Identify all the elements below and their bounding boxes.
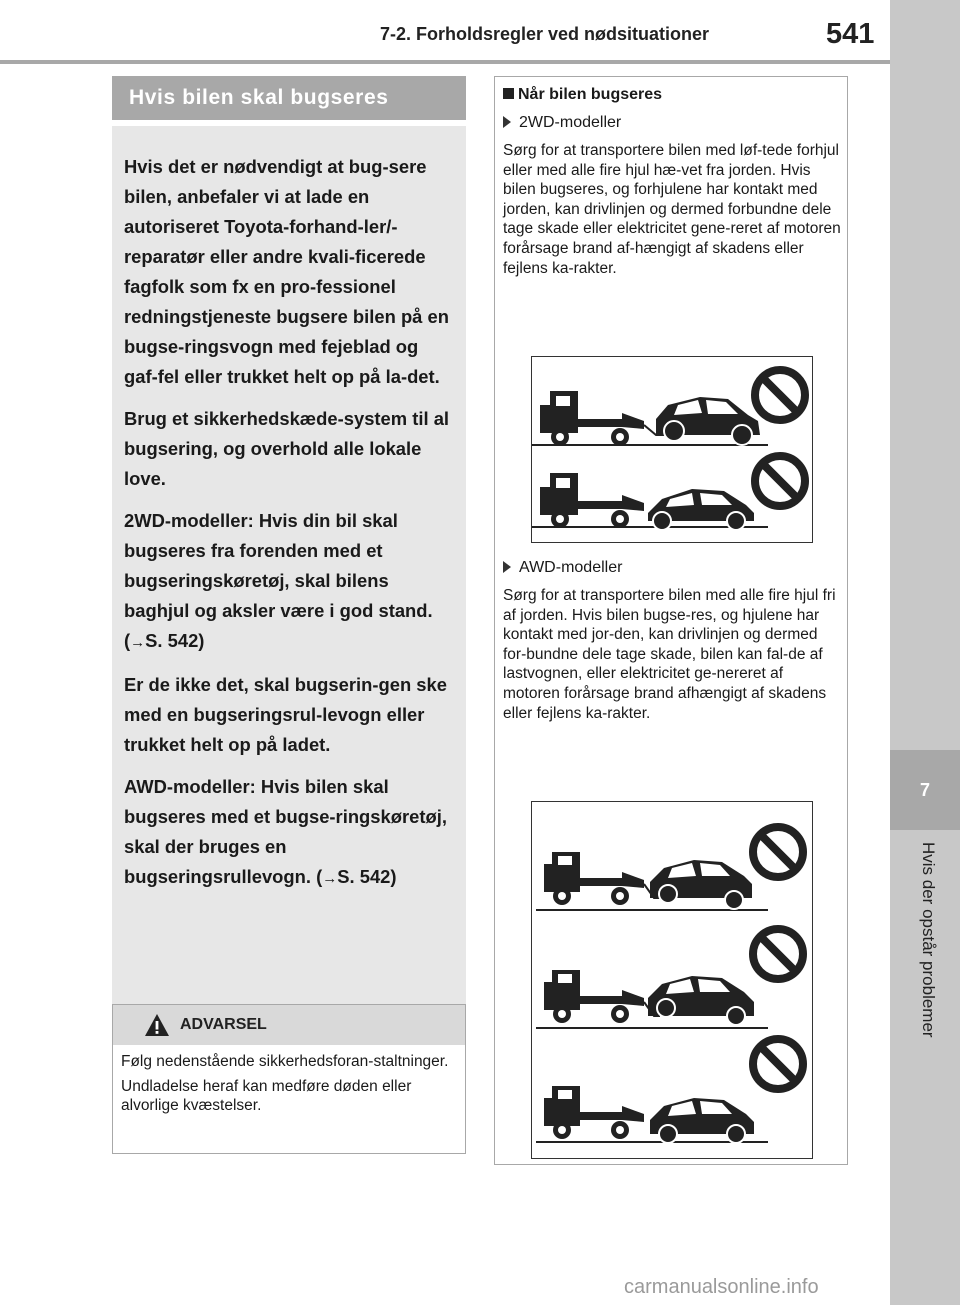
chapter-sidebar — [890, 0, 960, 1305]
warning-box — [112, 1004, 466, 1154]
warning-triangle-icon — [144, 1013, 170, 1037]
model-2wd-heading: 2WD-modeller — [503, 114, 841, 132]
page-reference-link[interactable]: S. 542) — [337, 866, 397, 887]
page-reference-link[interactable]: S. 542) — [145, 630, 205, 651]
section-heading: Hvis bilen skal bugseres — [112, 76, 466, 120]
arrow-icon: → — [322, 870, 338, 887]
chapter-title: Hvis der opstår problemer — [919, 842, 938, 1038]
triangle-bullet-icon — [503, 116, 511, 128]
left-column — [112, 76, 466, 1036]
right-column — [494, 76, 848, 1165]
towing-illustration — [532, 357, 812, 542]
2wd-description: Sørg for at transportere bilen med løf-tede forhjul eller med alle fire hjul hæ-vet fra jorden. Hvis bilen bugseres, og forhjulene har kontakt med jorden, kan drivlinjen og dermed forbundne dele tage skade eller elektricitet gene-reret af motoren forårsage brand af-hængigt af skadens eller fejlens ka-rakter. — [503, 142, 841, 277]
warning-header — [113, 1005, 465, 1045]
illustration-awd — [531, 801, 813, 1159]
arrow-icon: → — [130, 634, 146, 651]
triangle-bullet-icon — [503, 561, 511, 573]
model-awd-heading: AWD-modeller — [503, 559, 841, 577]
chapter-number-tab[interactable]: 7 — [890, 750, 960, 830]
illustration-2wd — [531, 356, 813, 543]
square-bullet-icon — [503, 88, 514, 99]
info-box — [112, 126, 466, 1036]
warning-text: Undladelse heraf kan medføre døden eller alvorlige kvæstelser. — [121, 1078, 412, 1114]
page-number: 541 — [826, 18, 875, 50]
tow-truck-icon — [540, 391, 644, 446]
awd-description: Sørg for at transportere bilen med alle fire hjul fri af jorden. Hvis bilen bugse-res, og hjulene har kontakt med jor-den, kan drivlinjen og dermed for-bundne dele tage skade, bilen kan fal-de af lastvognen, eller elektricitet ge-nereret af motoren forårsage brand afhængigt af skadens eller fejlens ka-rakter. — [503, 587, 836, 722]
car-icon — [656, 397, 760, 445]
warning-title: ADVARSEL — [180, 1016, 267, 1033]
prohibited-icon — [755, 370, 805, 420]
otherwise-paragraph: Er de ikke det, skal bugserin-gen ske med en bugseringsrul-levogn eller trukket helt op på ladet. — [124, 674, 447, 755]
intro-paragraph: Hvis det er nødvendigt at bug-sere bilen, anbefaler vi at lade en autoriseret Toyota-forhand-ler/-reparatør eller andre kvali-ficerede fagfolk som fx en pro-fessionel redningstjeneste bugsere bilen på en bugse-ringsvogn med fejeblad og gaf-fel eller trukket helt op på la-det. — [124, 156, 449, 387]
2wd-paragraph: 2WD-modeller: Hvis din bil skal bugseres fra forenden med et bugseringskøretøj, skal bilens baghjul og aksler være i god stand. (→S. 542) — [124, 510, 433, 651]
header-rule — [0, 60, 890, 64]
towing-illustration — [532, 802, 812, 1158]
awd-paragraph: AWD-modeller: Hvis bilen skal bugseres med et bugse-ringskøretøj, skal der bruges en bugseringsrullevogn. (→S. 542) — [124, 776, 447, 887]
subheading: Når bilen bugseres — [503, 86, 841, 104]
safety-chain-paragraph: Brug et sikkerhedskæde-system til al bugsering, og overhold alle lokale love. — [124, 408, 450, 489]
footer-watermark: carmanualsonline.info — [624, 1276, 819, 1298]
warning-text: Følg nedenstående sikkerhedsforan-staltninger. — [121, 1053, 449, 1070]
section-title: 7-2. Forholdsregler ved nødsituationer — [380, 24, 710, 44]
